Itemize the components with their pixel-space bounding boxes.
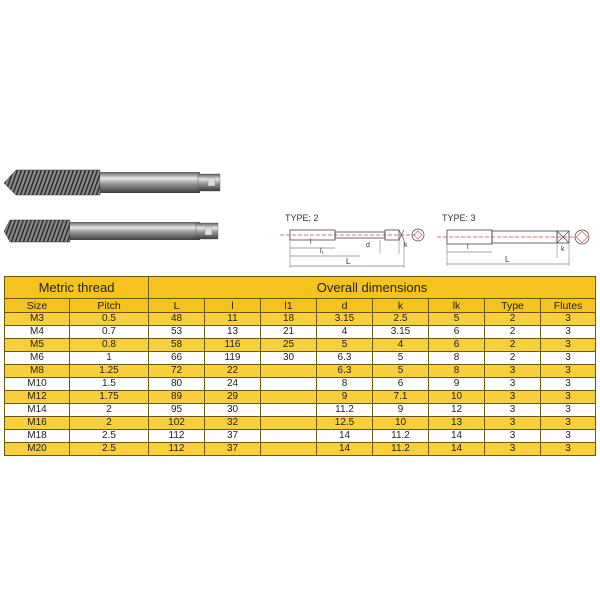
table-row [5,339,596,352]
overall-dimensions-header: Overall dimensions [149,277,596,299]
type2-dim-l: l [310,239,312,246]
table-cell: 0.8 [70,339,149,352]
table-cell: 119 [205,352,261,365]
table-cell: 112 [149,443,205,456]
table-cell: 2 [70,417,149,430]
table-cell: 58 [149,339,205,352]
table-cell: 14 [429,443,485,456]
table-cell: 89 [149,391,205,404]
table-cell: M20 [5,443,70,456]
table-row [5,313,596,326]
table-cell: 12.5 [317,417,373,430]
table-cell [261,404,317,417]
table-cell: 3 [541,326,596,339]
table-cell: 3 [541,352,596,365]
table-cell: 2.5 [70,443,149,456]
column-header: Pitch [70,299,149,313]
table-row [5,404,596,417]
table-cell: 3 [485,378,541,391]
column-header: Type [485,299,541,313]
table-cell: 37 [205,430,261,443]
table-cell: 14 [429,430,485,443]
table-cell: 3 [541,339,596,352]
type2-drawing [280,208,430,273]
table-cell: 5 [429,313,485,326]
table-cell: 2.5 [70,430,149,443]
column-header: Flutes [541,299,596,313]
table-row [5,326,596,339]
table-cell: M16 [5,417,70,430]
column-header: Size [5,299,70,313]
table-cell [261,365,317,378]
table-cell: 2 [485,313,541,326]
type3-dim-k: k [561,246,565,253]
table-cell: 3 [541,313,596,326]
table-cell: M4 [5,326,70,339]
table-cell: 14 [317,443,373,456]
table-cell: 11.2 [317,404,373,417]
table-cell [261,443,317,456]
table-row [5,352,596,365]
table-cell: 0.7 [70,326,149,339]
table-cell: 1 [70,352,149,365]
table-cell: M8 [5,365,70,378]
table-cell: 48 [149,313,205,326]
tap-bottom [4,220,218,242]
table-cell: 5 [317,339,373,352]
column-header-row [5,299,596,313]
table-cell: 3 [485,391,541,404]
column-header: k [373,299,429,313]
table-cell: 3 [485,417,541,430]
taps-photo [0,150,230,260]
type3-dim-L: L [505,255,510,264]
table-cell: 95 [149,404,205,417]
table-cell: 1.75 [70,391,149,404]
metric-thread-header: Metric thread [5,277,149,299]
spec-table-body [5,313,596,456]
table-cell: 1.25 [70,365,149,378]
column-header: L [149,299,205,313]
table-cell [261,378,317,391]
type2-dim-d: d [366,242,370,249]
table-cell [261,430,317,443]
table-cell: 8 [429,352,485,365]
table-cell: 8 [429,365,485,378]
group-header-row [5,277,596,299]
table-cell: 3 [541,391,596,404]
column-header: l1 [261,299,317,313]
table-cell: 30 [205,404,261,417]
table-cell: 9 [317,391,373,404]
table-cell: 2 [70,404,149,417]
table-cell: 2 [485,352,541,365]
table-cell: 3.15 [317,313,373,326]
table-cell: 9 [429,378,485,391]
table-cell: 2.5 [373,313,429,326]
type3-diagram [437,208,592,273]
table-cell: 6 [373,378,429,391]
table-cell: 3 [485,404,541,417]
table-cell: 13 [205,326,261,339]
table-cell: 24 [205,378,261,391]
table-cell: 22 [205,365,261,378]
table-cell: 2 [485,326,541,339]
tap-top [4,170,220,195]
table-cell: 66 [149,352,205,365]
table-cell: 6.3 [317,352,373,365]
table-cell: 8 [317,378,373,391]
type3-drawing [437,208,592,273]
table-cell: 102 [149,417,205,430]
table-cell: M5 [5,339,70,352]
table-cell: 37 [205,443,261,456]
table-cell: 12 [429,404,485,417]
table-cell: 3 [485,365,541,378]
table-cell: 10 [429,391,485,404]
table-cell: 18 [261,313,317,326]
table-cell: M10 [5,378,70,391]
table-cell: 112 [149,430,205,443]
table-cell: 14 [317,430,373,443]
table-cell: 11.2 [373,443,429,456]
table-cell: 3 [541,378,596,391]
type2-label: TYPE: 2 [285,213,319,223]
type3-dim-l: l [467,244,469,251]
table-cell: M12 [5,391,70,404]
table-cell: 29 [205,391,261,404]
table-cell: 3 [541,404,596,417]
type2-dim-k: k [404,242,408,249]
table-cell: 32 [205,417,261,430]
table-cell: 53 [149,326,205,339]
table-cell: 3 [541,443,596,456]
column-header: d [317,299,373,313]
table-row [5,365,596,378]
type3-label: TYPE: 3 [442,213,476,223]
table-cell: 3 [541,365,596,378]
table-cell: M3 [5,313,70,326]
table-cell: 0.5 [70,313,149,326]
table-cell: 11.2 [373,430,429,443]
table-cell: M14 [5,404,70,417]
table-cell: 1.5 [70,378,149,391]
table-row [5,391,596,404]
table-cell: 10 [373,417,429,430]
table-cell: 3.15 [373,326,429,339]
table-cell: 80 [149,378,205,391]
type2-diagram [280,208,430,273]
type2-dim-l1: l₁ [320,248,324,255]
table-cell: 30 [261,352,317,365]
table-cell: 4 [317,326,373,339]
table-cell: 25 [261,339,317,352]
table-row [5,417,596,430]
column-header: l [205,299,261,313]
table-cell: 3 [485,443,541,456]
table-cell: 3 [541,417,596,430]
table-cell: 116 [205,339,261,352]
spec-table [4,276,596,456]
table-cell: 6 [429,339,485,352]
table-cell: 72 [149,365,205,378]
table-cell [261,417,317,430]
table-cell: 13 [429,417,485,430]
column-header: lk [429,299,485,313]
table-cell: 21 [261,326,317,339]
table-cell: 9 [373,404,429,417]
table-cell: 2 [485,339,541,352]
table-cell: 4 [373,339,429,352]
table-cell: 3 [541,430,596,443]
table-row [5,378,596,391]
table-cell: 5 [373,365,429,378]
table-cell: 7.1 [373,391,429,404]
table-cell: 5 [373,352,429,365]
table-row [5,443,596,456]
table-cell: M18 [5,430,70,443]
table-cell: 3 [485,430,541,443]
table-row [5,430,596,443]
table-cell: 11 [205,313,261,326]
table-cell: 6.3 [317,365,373,378]
table-cell [261,391,317,404]
table-cell: 6 [429,326,485,339]
type2-dim-L: L [346,257,351,266]
table-cell: M6 [5,352,70,365]
